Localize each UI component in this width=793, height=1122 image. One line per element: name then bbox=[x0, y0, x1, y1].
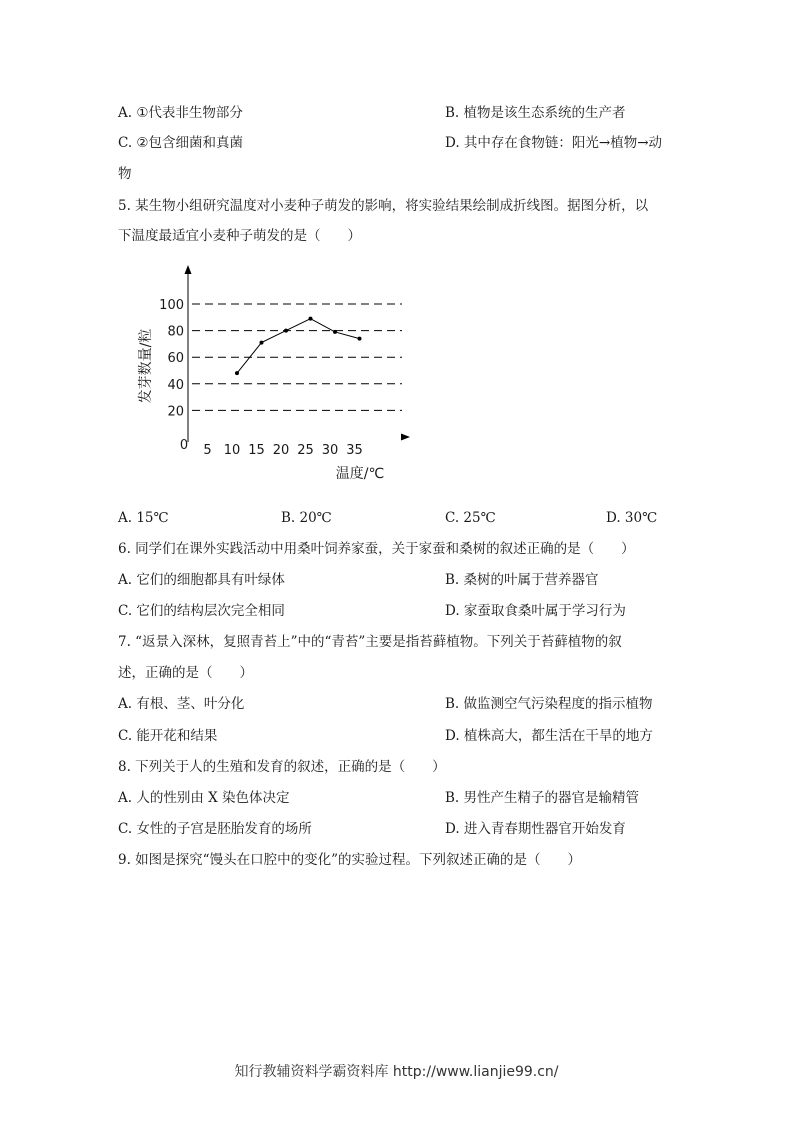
y-tick-label: 60 bbox=[167, 351, 184, 367]
y-tick-label: 40 bbox=[167, 377, 184, 393]
y-axis-label: 发芽数量/粒 bbox=[138, 328, 154, 404]
x-tick-label: 25 bbox=[297, 443, 314, 458]
data-point bbox=[260, 341, 264, 345]
q7-option-b: B. 做监测空气污染程度的指示植物 bbox=[445, 696, 653, 712]
series-line bbox=[237, 319, 360, 374]
q6-option-a: A. 它们的细胞都具有叶绿体 bbox=[118, 572, 285, 588]
data-point bbox=[333, 330, 337, 334]
q5-option-c: C. 25℃ bbox=[445, 510, 496, 526]
x-tick-label: 35 bbox=[346, 443, 363, 458]
q6-option-c: C. 它们的结构层次完全相同 bbox=[118, 603, 285, 619]
q6-option-b: B. 桑树的叶属于营养器官 bbox=[445, 572, 599, 588]
q8-option-d: D. 进入青春期性器官开始发育 bbox=[445, 821, 626, 837]
x-tick-label: 15 bbox=[248, 443, 265, 458]
data-point bbox=[284, 329, 288, 333]
germination-line-chart bbox=[120, 262, 420, 492]
x-axis-arrow bbox=[401, 434, 410, 441]
q5-stem-line1: 5. 某生物小组研究温度对小麦种子萌发的影响，将实验结果绘制成折线图。据图分析，以 bbox=[118, 198, 649, 214]
q6-option-d: D. 家蚕取食桑叶属于学习行为 bbox=[445, 603, 626, 619]
data-point bbox=[235, 371, 239, 375]
x-tick-label: 30 bbox=[321, 443, 339, 458]
q8-option-c: C. 女性的子宫是胚胎发育的场所 bbox=[118, 821, 312, 837]
x-axis-label: 温度/℃ bbox=[335, 466, 385, 482]
q7-option-d: D. 植株高大，都生活在干旱的地方 bbox=[445, 728, 653, 744]
x-tick-label: 10 bbox=[223, 443, 241, 458]
q9-stem: 9. 如图是探究“馒头在口腔中的变化”的实验过程。下列叙述正确的是（ ） bbox=[118, 852, 581, 868]
q8-stem: 8. 下列关于人的生殖和发育的叙述，正确的是（ ） bbox=[118, 759, 446, 775]
q8-option-b: B. 男性产生精子的器官是输精管 bbox=[445, 790, 640, 806]
footer-watermark: 知行教辅资料学霸资料库 http://www.lianjie99.cn/ bbox=[234, 1064, 559, 1080]
q7-stem-line1: 7. “返景入深林，复照青苔上”中的“青苔”主要是指苔藓植物。下列关于苔藓植物的叙 bbox=[118, 634, 622, 650]
q4-option-d-continued: 物 bbox=[118, 166, 132, 182]
y-tick-label: 80 bbox=[167, 324, 184, 340]
y-tick-label: 20 bbox=[167, 404, 184, 420]
y-axis-arrow bbox=[185, 265, 192, 274]
y-tick-label: 100 bbox=[159, 298, 184, 313]
origin-label: 0 bbox=[179, 438, 189, 453]
data-point bbox=[358, 337, 362, 341]
q5-option-a: A. 15℃ bbox=[118, 510, 169, 526]
q4-option-c: C. ②包含细菌和真菌 bbox=[118, 135, 244, 151]
q7-stem-line2: 述，正确的是（ ） bbox=[118, 665, 253, 681]
q4-option-d: D. 其中存在食物链：阳光→植物→动 bbox=[445, 135, 663, 151]
q7-option-a: A. 有根、茎、叶分化 bbox=[118, 696, 245, 712]
q7-option-c: C. 能开花和结果 bbox=[118, 728, 218, 744]
x-tick-label: 20 bbox=[272, 443, 290, 458]
q4-option-a: A. ①代表非生物部分 bbox=[118, 105, 243, 121]
q8-option-a: A. 人的性别由 X 染色体决定 bbox=[118, 790, 290, 806]
x-tick-label: 5 bbox=[203, 443, 212, 458]
q4-option-b: B. 植物是该生态系统的生产者 bbox=[445, 105, 626, 121]
q6-stem: 6. 同学们在课外实践活动中用桑叶饲养家蚕，关于家蚕和桑树的叙述正确的是（ ） bbox=[118, 541, 635, 557]
q5-option-b: B. 20℃ bbox=[281, 510, 332, 526]
q5-stem-line2: 下温度最适宜小麦种子萌发的是（ ） bbox=[118, 228, 361, 244]
data-point bbox=[309, 317, 313, 321]
q5-option-d: D. 30℃ bbox=[606, 510, 658, 526]
